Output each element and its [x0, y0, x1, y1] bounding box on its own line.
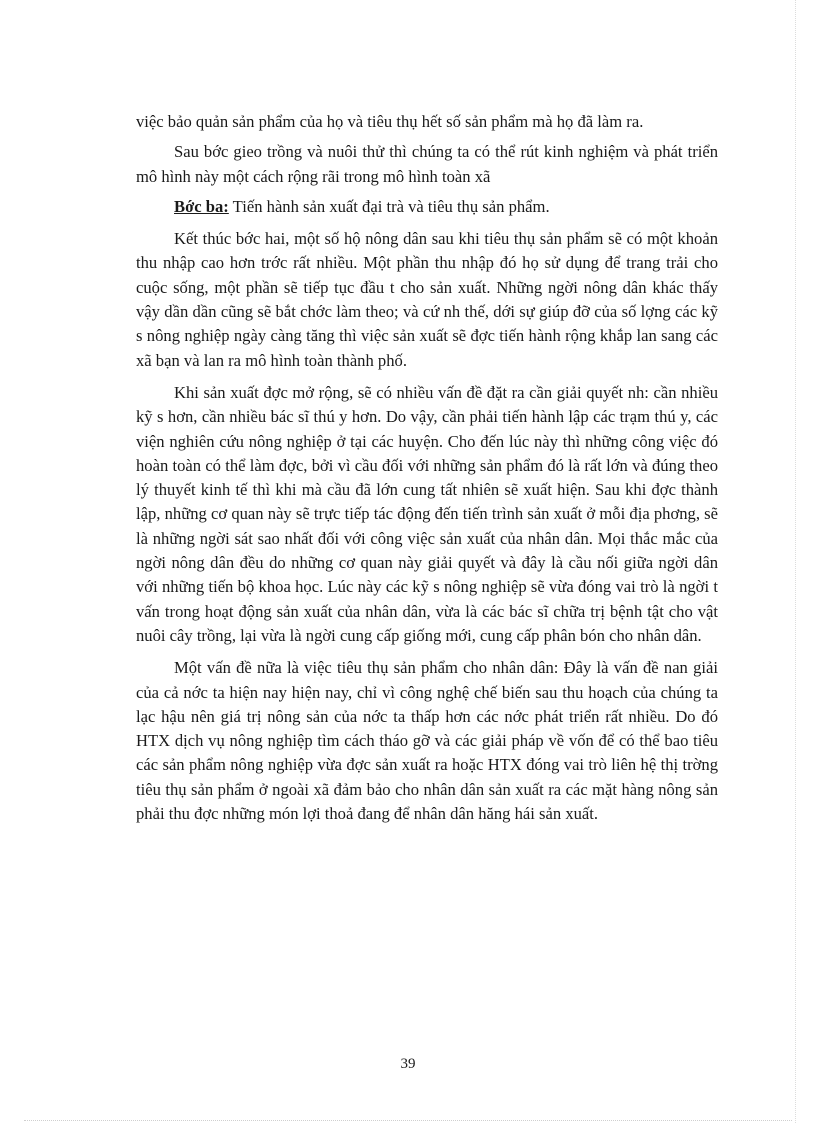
paragraph-step-three-heading: [136, 195, 718, 219]
paragraph-step-two-result: Kết thúc bớc hai, một số hộ nông dân sau khi tiêu thụ sản phẩm sẽ có một khoản thu nhập cao hơn trớc rất nhiều. Một phần thu nhập đó họ sử dụng để trang trải cho cuộc sống, một phần sẽ tiếp tục đầu t cho sản xuất. Những ngời nông dân khác thấy vậy dần dần cũng sẽ bắt chớc làm theo; và cứ nh thế, dới sự giúp đỡ của số lợng các kỹ s nông nghiệp ngày càng tăng thì việc sản xuất sẽ đợc tiến hành rộng khắp lan sang các xã bạn và lan ra mô hình toàn thành phố.: [136, 229, 718, 370]
document-body: [136, 110, 718, 834]
paragraph-consumption: Một vấn đề nữa là việc tiêu thụ sản phẩm cho nhân dân: Đây là vấn đề nan giải của cả nớc ta hiện nay hiện nay, chỉ vì công nghệ chế biến sau thu hoạch của chúng ta lạc hậu nên giá trị nông sản của nớc ta thấp hơn các nớc phát triển rất nhiều. Do đó HTX dịch vụ nông nghiệp tìm cách tháo gỡ và các giải pháp về vốn để có thể bao tiêu các sản phẩm nông nghiệp vừa đợc sản xuất ra hoặc HTX đóng vai trò liên hệ thị trờng tiêu thụ sản phẩm ở ngoài xã đảm bảo cho nhân dân sản xuất ra các mặt hàng nông sản phải thu đợc những món lợi thoả đang để nhân dân hăng hái sản xuất.: [136, 658, 718, 824]
paragraph-expansion: Khi sản xuất đợc mở rộng, sẽ có nhiều vấn đề đặt ra cần giải quyết nh: cần nhiều kỹ s hơn, cần nhiều bác sĩ thú y hơn. Do vậy, cần phải tiến hành lập các trạm thú y, các viện nghiên cứu nông nghiệp ở tại các huyện. Cho đến lúc này thì những công việc đó hoàn toàn có thể làm đợc, bởi vì cầu đối với những sản phẩm đó là rất lớn và đúng theo lý thuyết kinh tế thì khi mà cầu đã lớn cung tất nhiên sẽ xuất hiện. Sau khi đợc thành lập, những cơ quan này sẽ trực tiếp tác động đến tiến trình sản xuất ở mỗi địa phơng, sẽ là những ngời sát sao nhất đối với công việc sản xuất của nhân dân. Mọi thắc mắc của ngời nông dân đều do những cơ quan này giải quyết và đây là cầu nối giữa ngời dân với những tiến bộ khoa học. Lúc này các kỹ s nông nghiệp sẽ vừa đóng vai trò là ngời t vấn trong hoạt động sản xuất của nhân dân, vừa là các bác sĩ chữa trị bệnh tật cho vật nuôi cây trồng, lại vừa là ngời cung cấp giống mới, cung cấp phân bón cho nhân dân.: [136, 382, 718, 645]
page-right-rule: [795, 0, 796, 1123]
paragraph-continuation: việc bảo quản sản phẩm của họ và tiêu thụ hết số sản phẩm mà họ đã làm ra.: [136, 112, 644, 131]
paragraph-trial-conclusion: Sau bớc gieo trồng và nuôi thử thì chúng ta có thể rút kinh nghiệm và phát triển mô hình này một cách rộng rãi trong mô hình toàn xã: [136, 142, 718, 186]
page-number: 39: [400, 1056, 416, 1072]
step-three-label: Bớc ba:: [174, 196, 229, 216]
step-three-title: Tiến hành sản xuất đại trà và tiêu thụ sản phẩm.: [228, 196, 550, 216]
page-bottom-rule: [24, 1120, 792, 1121]
